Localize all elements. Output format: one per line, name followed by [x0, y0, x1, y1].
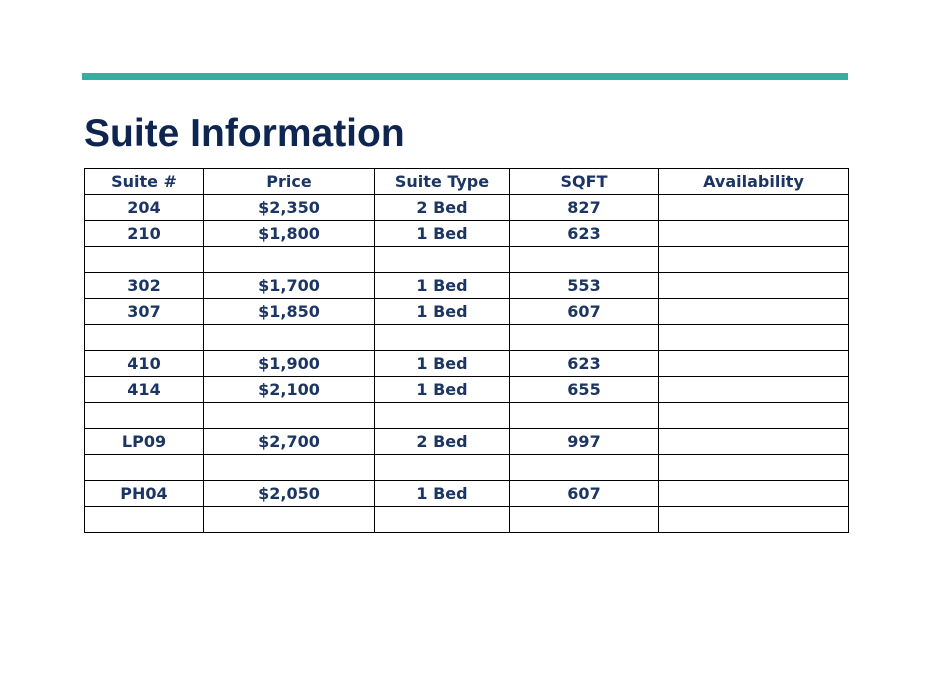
header-suite-type: Suite Type: [375, 169, 510, 195]
cell-suite-type: [375, 507, 510, 533]
cell-price: $1,800: [204, 221, 375, 247]
cell-suite-number: 410: [85, 351, 204, 377]
cell-price: [204, 325, 375, 351]
cell-price: $1,700: [204, 273, 375, 299]
cell-availability: [659, 403, 849, 429]
header-suite-number: Suite #: [85, 169, 204, 195]
table-row: [85, 377, 849, 403]
cell-availability: [659, 507, 849, 533]
cell-sqft: 623: [510, 351, 659, 377]
cell-sqft: 623: [510, 221, 659, 247]
cell-sqft: 607: [510, 481, 659, 507]
cell-sqft: 553: [510, 273, 659, 299]
table-row: [85, 351, 849, 377]
cell-availability: [659, 377, 849, 403]
cell-sqft: [510, 403, 659, 429]
table-row: [85, 221, 849, 247]
cell-suite-number: 414: [85, 377, 204, 403]
cell-sqft: [510, 455, 659, 481]
cell-availability: [659, 299, 849, 325]
accent-bar: [82, 73, 848, 80]
table-row: [85, 247, 849, 273]
cell-price: $1,850: [204, 299, 375, 325]
cell-price: $2,050: [204, 481, 375, 507]
cell-sqft: [510, 247, 659, 273]
cell-suite-type: [375, 403, 510, 429]
table-row: [85, 429, 849, 455]
table-row: [85, 507, 849, 533]
header-sqft: SQFT: [510, 169, 659, 195]
cell-suite-type: 2 Bed: [375, 195, 510, 221]
cell-availability: [659, 273, 849, 299]
cell-availability: [659, 481, 849, 507]
cell-suite-type: [375, 455, 510, 481]
cell-sqft: 607: [510, 299, 659, 325]
cell-suite-type: 2 Bed: [375, 429, 510, 455]
table-row: [85, 455, 849, 481]
cell-price: $2,700: [204, 429, 375, 455]
cell-sqft: 997: [510, 429, 659, 455]
cell-availability: [659, 247, 849, 273]
cell-price: $1,900: [204, 351, 375, 377]
cell-suite-number: [85, 325, 204, 351]
cell-suite-type: 1 Bed: [375, 299, 510, 325]
table-body: [85, 195, 849, 533]
table-row: [85, 481, 849, 507]
cell-price: [204, 403, 375, 429]
cell-suite-type: 1 Bed: [375, 481, 510, 507]
cell-suite-type: 1 Bed: [375, 351, 510, 377]
cell-suite-number: 204: [85, 195, 204, 221]
table-row: [85, 195, 849, 221]
cell-availability: [659, 221, 849, 247]
table-row: [85, 403, 849, 429]
suite-table: [84, 168, 849, 533]
header-price: Price: [204, 169, 375, 195]
cell-availability: [659, 429, 849, 455]
table-row: [85, 299, 849, 325]
cell-sqft: 655: [510, 377, 659, 403]
cell-suite-type: 1 Bed: [375, 273, 510, 299]
table-header-row: [85, 169, 849, 195]
cell-suite-number: [85, 455, 204, 481]
cell-suite-type: 1 Bed: [375, 377, 510, 403]
cell-suite-number: [85, 247, 204, 273]
cell-suite-number: [85, 507, 204, 533]
cell-sqft: [510, 507, 659, 533]
cell-suite-number: [85, 403, 204, 429]
cell-availability: [659, 455, 849, 481]
cell-price: [204, 247, 375, 273]
cell-availability: [659, 325, 849, 351]
cell-availability: [659, 351, 849, 377]
cell-suite-number: 307: [85, 299, 204, 325]
cell-suite-number: 210: [85, 221, 204, 247]
cell-price: [204, 507, 375, 533]
cell-suite-number: 302: [85, 273, 204, 299]
cell-suite-type: [375, 247, 510, 273]
page-title: Suite Information: [84, 112, 405, 155]
header-availability: Availability: [659, 169, 849, 195]
cell-sqft: 827: [510, 195, 659, 221]
table-row: [85, 273, 849, 299]
table-row: [85, 325, 849, 351]
cell-suite-type: [375, 325, 510, 351]
cell-suite-type: 1 Bed: [375, 221, 510, 247]
cell-availability: [659, 195, 849, 221]
cell-price: $2,100: [204, 377, 375, 403]
cell-price: [204, 455, 375, 481]
cell-price: $2,350: [204, 195, 375, 221]
cell-suite-number: LP09: [85, 429, 204, 455]
cell-suite-number: PH04: [85, 481, 204, 507]
cell-sqft: [510, 325, 659, 351]
